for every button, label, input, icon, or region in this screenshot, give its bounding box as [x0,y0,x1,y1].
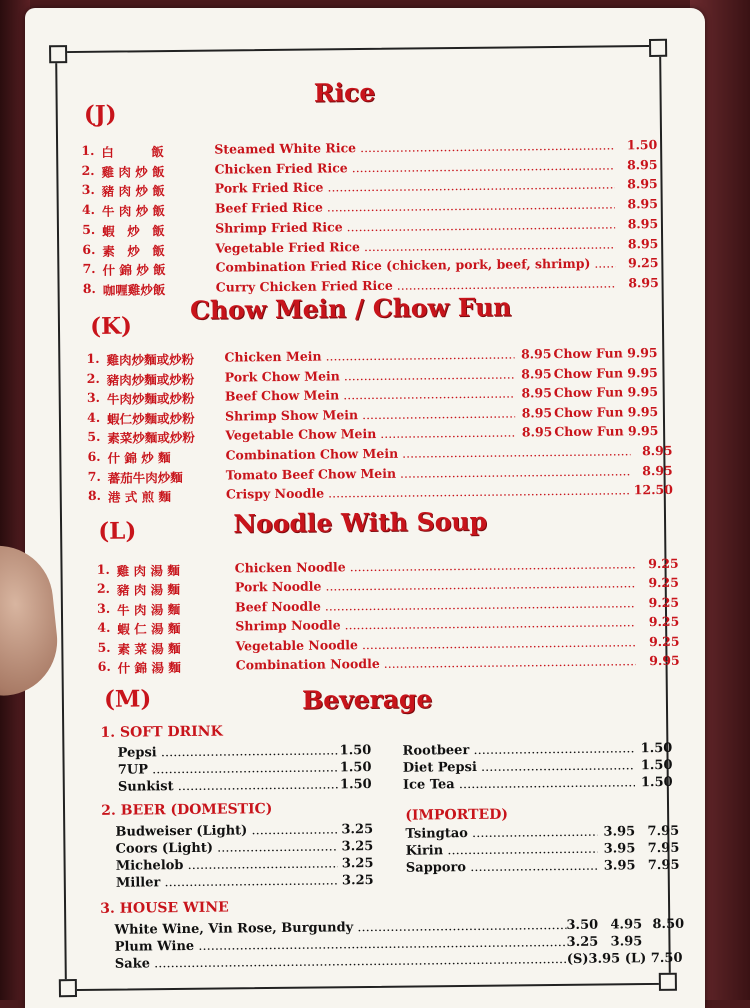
item-chinese-name: 港 式 煎 麵 [107,489,172,505]
beverage-row [115,822,415,841]
beer-domestic-heading: 2. BEER (DOMESTIC) [101,801,273,819]
item-name-text: Shrimp Show Mein ..... [225,405,515,423]
item-chinese-name: 雞 肉 湯 麵 [116,563,180,579]
item-name [225,386,515,404]
item-number: 5. [97,639,111,655]
beverage-name [118,777,338,794]
item-chinese-name: 牛 肉 湯 麵 [117,601,181,618]
item-name [235,595,635,614]
item-number: 4. [87,409,101,425]
item-name-text: Shrimp Noodle ..... [235,614,635,633]
item-chow-fun-price: Chow Fun 9.95 [554,403,659,420]
item-chinese-name: 什 錦 炒 麵 [107,450,171,466]
item-name-text: Chicken Noodle ..... [235,556,635,575]
item-number: 2. [96,581,111,597]
beverage-price: 3.25 [341,822,374,838]
house-wine-heading: 3. HOUSE WINE [100,899,229,917]
beverage-name [118,760,338,777]
item-number: 6. [97,658,111,674]
beverage-row [118,743,418,762]
item-name-text: Beef Noodle ..... [235,595,635,614]
beverage-name-text: Pepsi ..... [118,743,338,760]
item-chinese-name: 素菜炒麵或炒粉 [107,430,195,447]
item-chinese-name: 白 飯 [101,144,164,160]
item-chinese-name: 豬 肉 炒 飯 [101,183,165,200]
beverage-row [403,775,703,794]
item-number: 3. [86,390,101,406]
item-chinese-name: 素 炒 飯 [102,242,165,259]
item-name-text: Tomato Beef Chow Mein ..... [226,463,631,482]
beverage-name-text: Kirin ..... [406,842,598,859]
item-price: 8.95 [628,274,659,291]
item-chinese-name: 什 錦 湯 麵 [117,660,181,676]
beverage-name-text: Michelob ..... [116,856,338,873]
item-name [226,463,631,482]
beverage-price: 1.50 [339,777,372,793]
beverage-name [118,743,338,760]
section-title-rice: Rice [313,77,376,108]
beverage-name [406,859,598,876]
item-name [226,483,631,502]
beverage-row [118,777,418,796]
item-price: 8.95 [641,442,673,459]
item-number: 4. [97,619,111,636]
item-price: 9.95 [649,652,680,669]
item-name [215,236,615,255]
wine-price-half: 3.95 [610,934,643,950]
wine-price-full: (L) 7.50 [624,950,683,967]
item-chinese-name: 蝦仁炒麵或炒粉 [107,410,195,427]
item-name-text: Combination Noodle ..... [236,653,636,672]
beverage-row [116,856,416,875]
item-name [235,556,635,575]
item-price: 8.95 [626,156,658,173]
beverage-row [118,760,418,779]
item-chinese-name: 蕃茄牛肉炒麵 [107,469,183,486]
beverage-name-text: Ice Tea ..... [403,775,635,792]
item-name [224,347,514,365]
beverage-name [403,741,635,758]
item-name [215,197,615,216]
beverage-name-text: Miller ..... [116,873,338,890]
wine-price-glass: (S)3.95 [566,951,621,968]
item-chow-fun-price: Chow Fun 9.95 [553,384,659,401]
beverage-name-text: Tsingtao ..... [405,825,597,842]
item-name-text: Steamed White Rice ..... [214,137,614,156]
item-price: 9.25 [648,594,680,610]
beverage-name [406,842,598,859]
item-chow-fun-price: Chow Fun 9.95 [553,345,658,362]
item-price: 8.95 [627,235,659,251]
item-name [215,256,615,275]
item-price: 8.95 [521,385,552,401]
item-number: 8. [87,488,102,504]
section-letter-rice: (J) [83,100,117,129]
item-number: 7. [87,468,101,484]
item-name-text: Vegetable Chow Mein ..... [225,425,515,443]
item-price: 8.95 [521,404,553,421]
item-price: 9.25 [648,633,680,649]
item-number: 2. [86,370,100,386]
beverage-price: 3.95 [603,858,636,874]
item-name [235,576,635,595]
item-chinese-name: 蝦 仁 湯 麵 [117,621,181,637]
item-name-text: Chicken Mein ..... [224,347,514,365]
section-title-beverage: Beverage [301,684,433,715]
item-name [225,405,515,423]
item-name-text: Vegetable Noodle ..... [235,634,635,653]
item-number: 1. [81,142,95,159]
beverage-name [116,873,338,890]
item-price: 12.50 [633,482,673,498]
item-price: 9.25 [628,255,659,271]
item-chinese-name: 牛 肉 炒 飯 [101,203,166,219]
item-name-text: Shrimp Fried Rice ..... [215,216,615,235]
item-price: 8.95 [520,346,552,362]
item-price: 8.95 [642,462,673,478]
wine-price-glass: 3.25 [566,934,599,951]
wine-name-text: Sake ..... [115,952,567,972]
item-name-text: Chicken Fried Rice ..... [214,157,614,176]
beverage-name [116,839,338,856]
item-chinese-name: 豬肉炒麵或炒粉 [106,371,195,388]
item-name [215,216,615,235]
beverage-name [403,775,635,792]
beverage-row [403,741,703,760]
beverage-name-text: Budweiser (Light) ..... [115,822,337,839]
section-title-soup: Noodle With Soup [233,506,488,539]
section-title-chow: Chow Mein / Chow Fun [189,292,512,325]
beverage-row [116,873,416,892]
item-chow-fun-price: Chow Fun 9.95 [553,364,658,381]
item-chinese-name: 咖喱雞炒飯 [102,282,166,298]
item-name-text: Pork Noodle ..... [235,576,635,595]
beverage-row [406,841,706,860]
item-number: 1. [86,350,100,367]
item-chow-fun-price: Chow Fun 9.95 [554,423,659,440]
beverage-price: 1.50 [640,740,673,757]
beverage-price: 3.25 [341,839,374,855]
item-name [225,425,515,443]
beverage-name-text: 7UP ..... [118,760,338,777]
beverage-price: 1.50 [640,774,673,791]
item-number: 8. [82,280,96,296]
beverage-price: 3.95 [603,841,636,857]
beverage-name [403,758,635,775]
beverage-row [406,858,706,877]
beverage-price: 1.50 [339,760,372,776]
item-chinese-name: 豬 肉 湯 麵 [116,582,181,599]
beverage-name-text: Rootbeer ..... [403,741,635,758]
beverage-name [116,856,338,873]
soft-drink-heading: 1. SOFT DRINK [100,723,223,741]
beverage-price-large: 7.95 [647,840,680,857]
wine-name-text: Plum Wine ..... [115,935,567,955]
beverage-name-text: Diet Pepsi ..... [403,758,635,775]
beverage-row [116,839,416,858]
section-letter-soup: (L) [98,517,137,545]
item-price: 8.95 [521,424,553,440]
item-name-text: Beef Fried Rice ..... [215,197,615,216]
wine-price-half: 4.95 [610,917,643,933]
item-price: 8.95 [521,365,552,382]
item-chinese-name: 什 錦 炒 飯 [102,262,166,279]
section-letter-chow: (K) [90,312,133,340]
item-name-text: Curry Chicken Fried Rice ..... [216,275,616,294]
beer-imported-heading: (IMPORTED) [405,806,509,824]
beverage-name-text: Sapporo ..... [406,859,598,876]
item-name-text: Pork Chow Mein ..... [225,366,515,384]
item-chinese-name: 素 菜 湯 麵 [117,640,181,657]
beverage-price: 3.95 [603,824,636,840]
item-number: 1. [96,561,110,577]
beverage-price-large: 7.95 [647,823,680,840]
item-number: 6. [87,448,101,465]
wine-price-glass: 3.50 [566,917,599,934]
item-number: 2. [81,162,95,178]
rice-list [0,0,745,298]
item-price: 8.95 [627,176,658,192]
item-name [225,443,630,462]
item-price: 9.25 [648,614,680,630]
beverage-name [405,825,597,842]
beverage-price: 1.50 [640,757,673,774]
item-chinese-name: 蝦 炒 飯 [102,222,165,239]
item-name [225,366,515,384]
item-name-text: Pork Fried Rice ..... [215,177,615,196]
beverage-row [403,758,703,777]
beverage-row [405,824,705,843]
item-price: 1.50 [626,137,658,153]
item-number: 4. [81,202,96,218]
item-number: 6. [82,241,96,257]
beverage-price: 1.50 [339,743,372,759]
item-number: 7. [82,261,96,277]
item-name [214,157,614,176]
item-name-text: Beef Chow Mein ..... [225,386,515,404]
item-price: 9.25 [648,555,679,572]
item-name [214,137,614,156]
item-price: 9.25 [648,575,679,591]
item-name-text: Vegetable Fried Rice ..... [215,236,615,255]
item-chinese-name: 雞肉炒麵或炒粉 [106,351,195,368]
item-name [235,614,635,633]
beverage-name [115,822,337,839]
beverage-name-text: Sunkist ..... [118,777,338,794]
beverage-price-large: 7.95 [647,857,680,874]
item-name [215,177,615,196]
item-price: 8.95 [627,196,658,212]
beverage-price: 3.25 [341,856,374,872]
item-chinese-name: 雞 肉 炒 飯 [101,163,165,180]
item-name-text: Crispy Noodle ..... [226,483,631,502]
item-number: 3. [97,600,111,616]
item-name-text: Combination Fried Rice (chicken, pork, beef, shrimp) ..... [215,256,615,275]
item-number: 5. [82,221,96,237]
wine-name-text: White Wine, Vin Rose, Burgundy ..... [114,918,566,938]
item-name [216,275,616,294]
beverage-name-text: Coors (Light) ..... [116,839,338,856]
item-price: 8.95 [627,215,659,232]
item-number: 3. [81,182,95,198]
beverage-price: 3.25 [341,873,374,889]
item-name [235,634,635,653]
item-number: 5. [87,429,101,445]
item-name [236,653,636,672]
item-name-text: Combination Chow Mein ..... [225,443,630,462]
section-letter-beverage: (M) [103,685,152,713]
wine-price-full: 8.50 [652,916,685,933]
item-chinese-name: 牛肉炒麵或炒粉 [106,391,195,407]
